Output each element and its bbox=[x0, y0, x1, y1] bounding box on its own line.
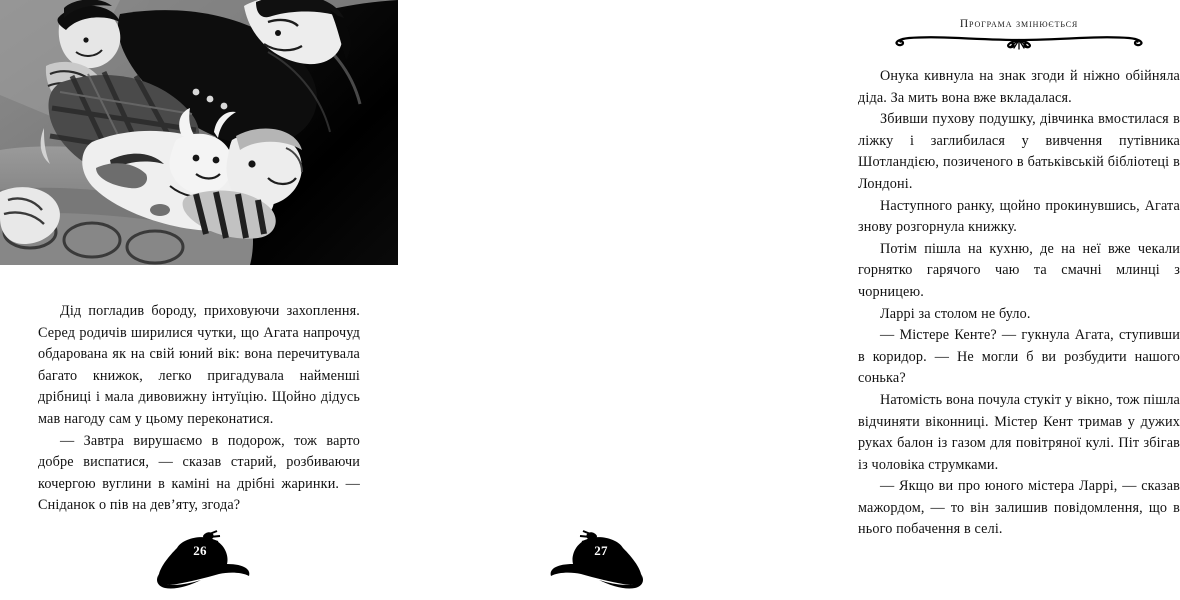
right-page-body bbox=[858, 66, 1180, 541]
paragraph: — Якщо ви про юного містера Ларрі, — сказав мажордом, — то він залишив повідомлення, що в нього побачення в селі. bbox=[858, 478, 1180, 538]
running-head-title: Програма змінюється bbox=[959, 18, 1079, 30]
left-page-body bbox=[38, 301, 360, 517]
left-page bbox=[0, 0, 400, 600]
running-head bbox=[858, 18, 1180, 50]
paragraph: — Містере Кенте? — гукнула Агата, ступивши в коридор. — Не могли б ви розбудити нашого сонька? bbox=[858, 327, 1180, 387]
paragraph: — Завтра вирушаємо в подорож, тож варто добре виспатися, — сказав старий, розбиваючи кочергою вуглини в каміні на дрібні жаринки. — Сніданок о пів на дев’яту, згода? bbox=[38, 432, 360, 514]
paragraph: Наступного ранку, щойно прокинувшись, Агата знову розгорнула книжку. bbox=[858, 197, 1180, 236]
folio-left-number: 26 bbox=[193, 543, 207, 558]
paragraph: Збивши пухову подушку, дівчинка вмостилася в ліжку і заглибилася у вивчення путівника Шотландією, позиченого в батьківській бібліотеці в Лондоні. bbox=[858, 111, 1180, 192]
paragraph: Потім пішла на кухню, де на неї вже чекали горнятко гарячого чаю та смачні млинці з чорницею. bbox=[858, 240, 1180, 300]
paragraph: Дід погладив бороду, приховуючи захоплення. Серед родичів ширилися чутки, що Агата напрочуд обдарована як на свій юний вік: вона перечитувала багато книжок, легко пригадувала найменші дрібниці і мала дивовижну інтуїцію. Щойно дідусь мав нагоду сам у цьому переконатися. bbox=[38, 303, 360, 427]
folio-left bbox=[145, 534, 255, 592]
chapter-illustration bbox=[0, 0, 398, 265]
folio-right-number: 27 bbox=[594, 543, 608, 558]
paragraph: Ларрі за столом не було. bbox=[880, 305, 1031, 322]
flourish-divider-icon bbox=[858, 32, 1180, 50]
right-page bbox=[400, 0, 1180, 600]
paragraph: Натомість вона почула стукіт у вікно, тож пішла відчиняти віконниці. Містер Кент тримав у дужих руках балон із газом для повітряної кулі. Піт збігав із чоловіка струмками. bbox=[858, 391, 1180, 473]
paragraph: Онука кивнула на знак згоди й ніжно обійняла діда. За мить вона вже вкладалася. bbox=[858, 68, 1180, 106]
folio-right bbox=[545, 534, 655, 592]
